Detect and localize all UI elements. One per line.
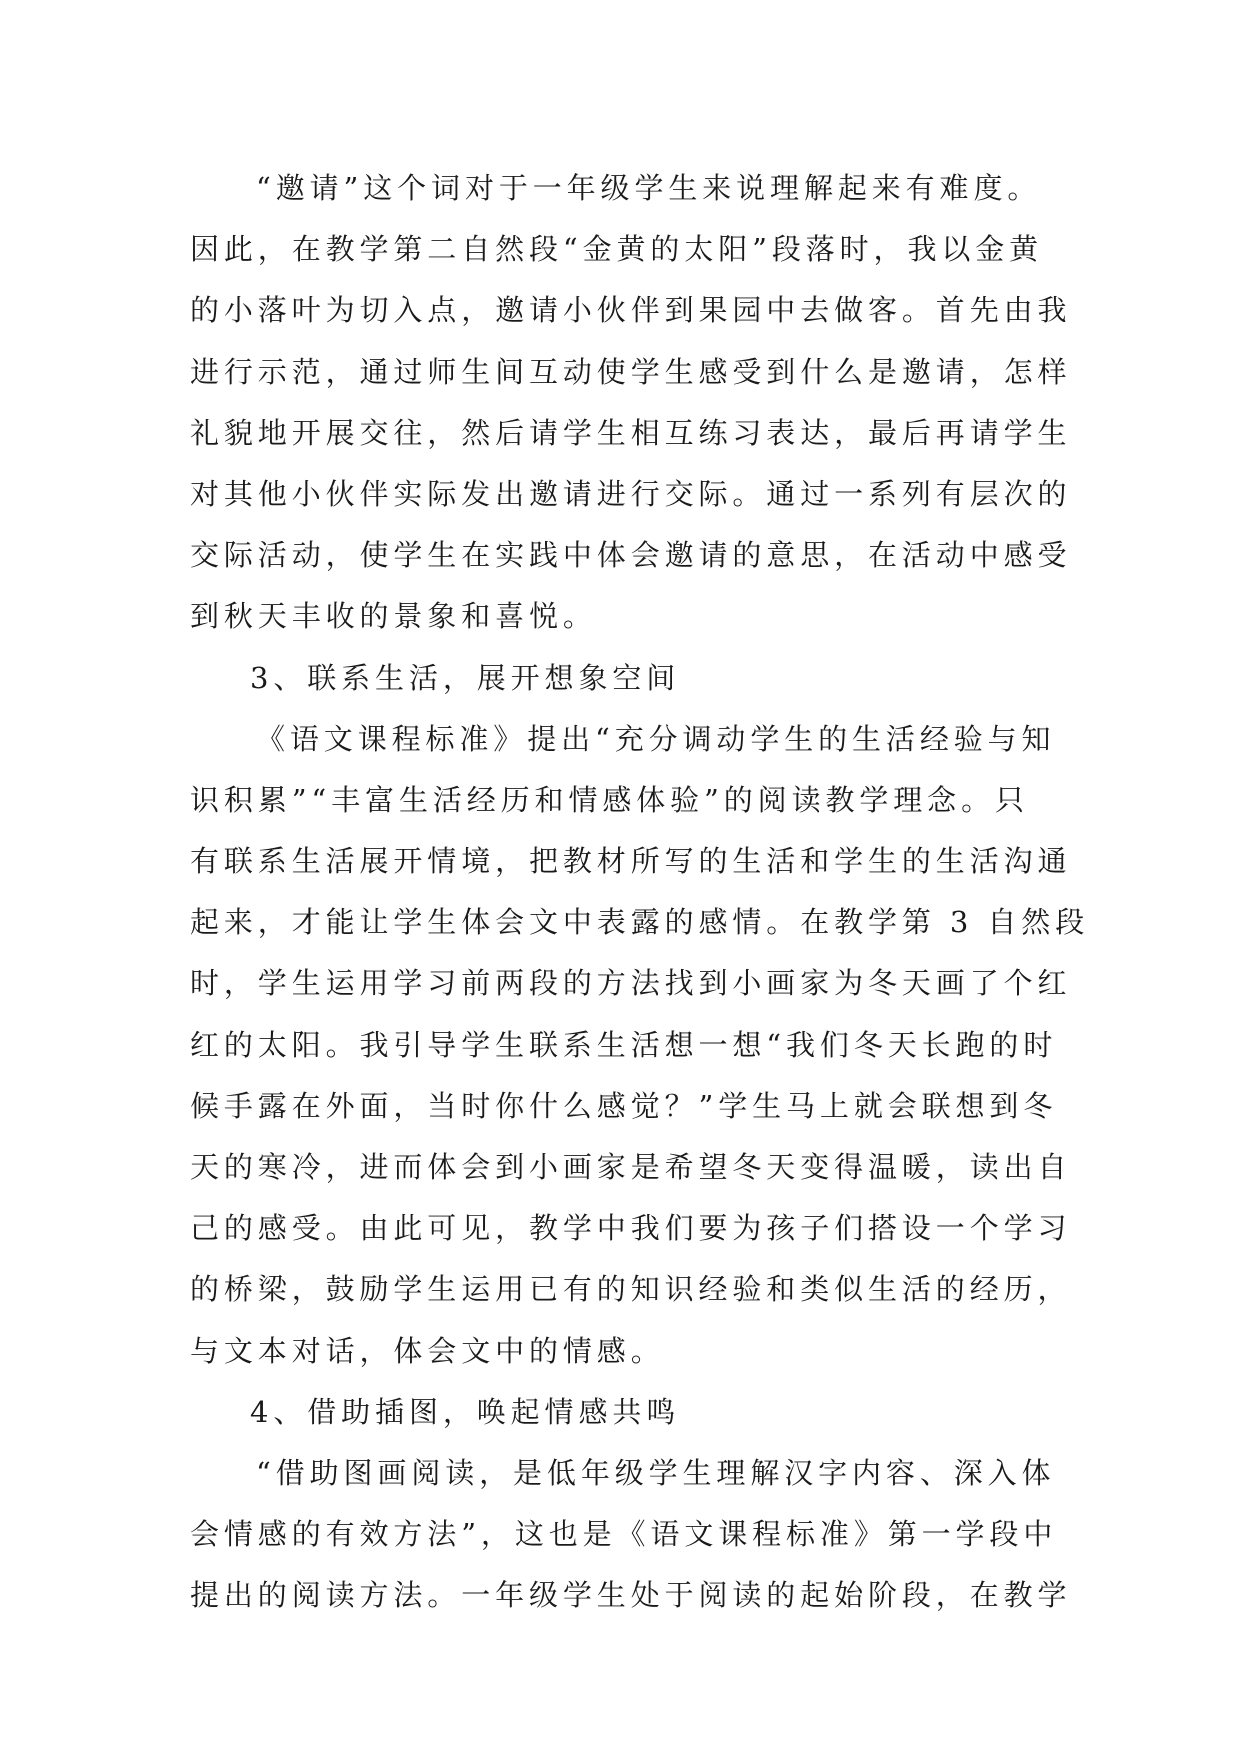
- paragraph-line: 提出的阅读方法。一年级学生处于阅读的起始阶段，在教学: [190, 1578, 1072, 1613]
- paragraph-line: 会情感的有效方法”，这也是《语文课程标准》第一学段中: [190, 1517, 1058, 1552]
- paragraph-line: 识积累”“丰富生活经历和情感体验”的阅读教学理念。只: [190, 782, 1029, 817]
- document-body: [190, 158, 1090, 1627]
- paragraph-line: 起来，才能让学生体会文中表露的感情。在教学第 3 自然段: [190, 905, 1090, 940]
- paragraph-line: 时，学生运用学习前两段的方法找到小画家为冬天画了个红: [190, 966, 1072, 1001]
- section-heading: 3、联系生活，展开想象空间: [250, 660, 681, 695]
- paragraph-line: 礼貌地开展交往，然后请学生相互练习表达，最后再请学生: [190, 415, 1072, 450]
- paragraph-line: 对其他小伙伴实际发出邀请进行交际。通过一系列有层次的: [190, 476, 1072, 511]
- paragraph-line: 的桥梁，鼓励学生运用已有的知识经验和类似生活的经历，: [190, 1272, 1072, 1307]
- section-heading: 4、借助插图，唤起情感共鸣: [250, 1394, 681, 1429]
- paragraph-line: “借助图画阅读，是低年级学生理解汉字内容、深入体: [256, 1455, 1056, 1490]
- paragraph-line: 的小落叶为切入点，邀请小伙伴到果园中去做客。首先由我: [190, 293, 1072, 328]
- paragraph-line: 进行示范，通过师生间互动使学生感受到什么是邀请，怎样: [190, 354, 1072, 389]
- paragraph-line: 到秋天丰收的景象和喜悦。: [190, 599, 597, 634]
- paragraph-line: 因此，在教学第二自然段“金黄的太阳”段落时，我以金黄: [190, 232, 1044, 267]
- paragraph-line: 红的太阳。我引导学生联系生活想一想“我们冬天长跑的时: [190, 1027, 1058, 1062]
- paragraph-line: 有联系生活展开情境，把教材所写的生活和学生的生活沟通: [190, 844, 1072, 879]
- paragraph-line: 与文本对话，体会文中的情感。: [190, 1333, 665, 1368]
- paragraph-line: 《语文课程标准》提出“充分调动学生的生活经验与知: [256, 721, 1056, 756]
- paragraph-line: 己的感受。由此可见，教学中我们要为孩子们搭设一个学习: [190, 1211, 1072, 1246]
- paragraph-line: 候手露在外面，当时你什么感觉？”学生马上就会联想到冬: [190, 1088, 1058, 1123]
- paragraph-line: 交际活动，使学生在实践中体会邀请的意思，在活动中感受: [190, 538, 1072, 573]
- paragraph-line: “邀请”这个词对于一年级学生来说理解起来有难度。: [256, 171, 1042, 205]
- paragraph-line: 天的寒冷，进而体会到小画家是希望冬天变得温暖，读出自: [190, 1150, 1072, 1184]
